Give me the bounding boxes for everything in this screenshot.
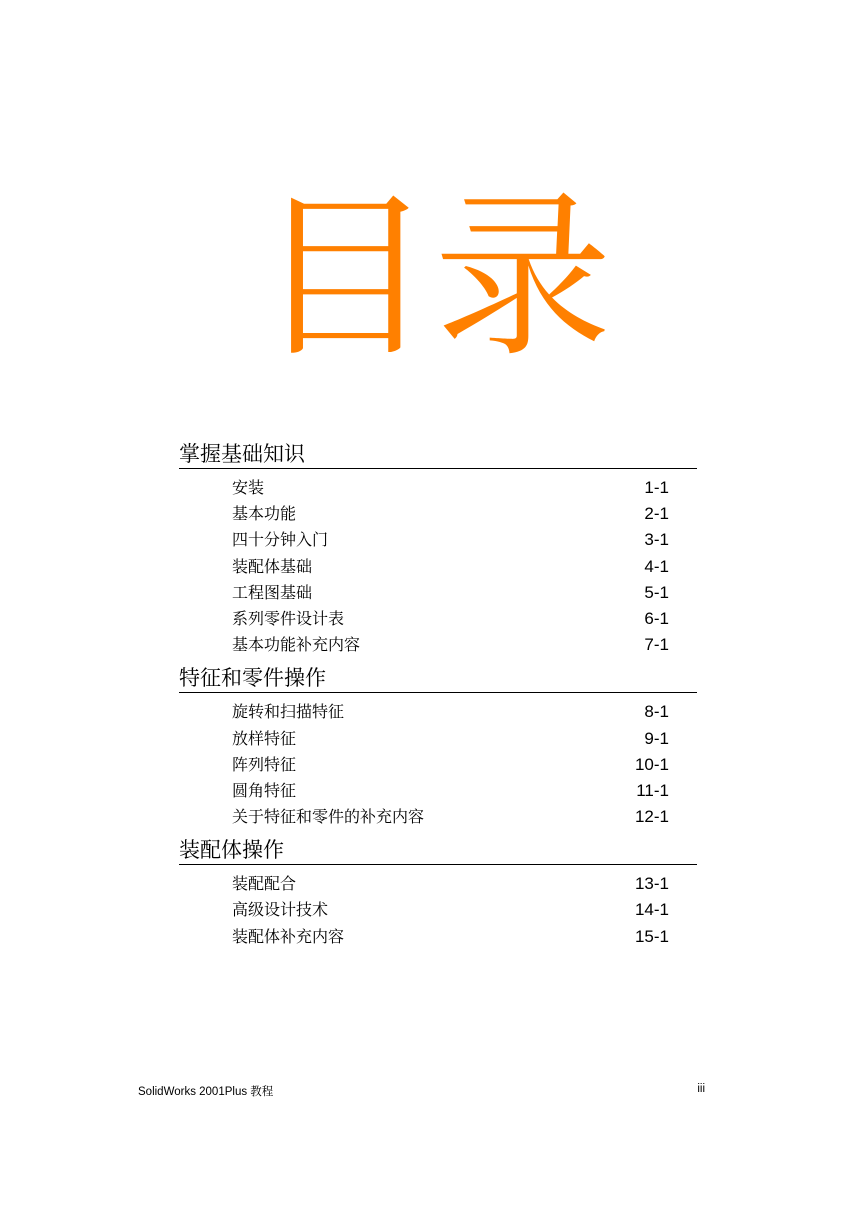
toc-entry[interactable]	[179, 501, 669, 527]
entry-label: 四十分钟入门	[232, 530, 329, 550]
entry-page: 14-1	[634, 900, 669, 920]
toc-section	[179, 440, 699, 658]
toc-section	[179, 664, 699, 830]
toc-entry[interactable]	[179, 897, 669, 923]
entry-page: 15-1	[634, 926, 669, 946]
entry-label: 装配体补充内容	[232, 926, 345, 946]
toc-entry[interactable]	[179, 606, 669, 632]
entry-label: 关于特征和零件的补充内容	[232, 807, 425, 827]
toc-entry[interactable]	[179, 527, 669, 553]
section-heading: 掌握基础知识	[179, 440, 697, 469]
entry-page: 2-1	[644, 504, 669, 524]
entry-label: 装配配合	[232, 874, 297, 894]
entry-label: 基本功能补充内容	[232, 635, 361, 655]
entry-label: 系列零件设计表	[232, 608, 345, 628]
entry-page: 5-1	[644, 582, 669, 602]
footer-book-title: SolidWorks 2001Plus 教程	[138, 1086, 274, 1098]
toc-entry[interactable]	[179, 752, 669, 778]
toc-entry[interactable]	[179, 475, 669, 501]
entry-page: 10-1	[634, 754, 669, 774]
section-heading: 特征和零件操作	[179, 664, 697, 693]
page-title: 目录	[256, 174, 612, 381]
toc-entry[interactable]	[179, 871, 669, 897]
entry-page: 11-1	[636, 780, 669, 800]
section-heading: 装配体操作	[179, 836, 697, 865]
entry-label: 阵列特征	[232, 754, 297, 774]
entry-page: 3-1	[644, 530, 669, 550]
entry-page: 8-1	[644, 702, 669, 722]
toc-entry[interactable]	[179, 778, 669, 804]
toc-entry[interactable]	[179, 580, 669, 606]
toc-entry[interactable]	[179, 804, 669, 830]
entry-page: 12-1	[634, 807, 669, 827]
entry-page: 1-1	[644, 478, 669, 497]
entry-label: 装配体基础	[232, 556, 313, 576]
entry-label: 安装	[232, 478, 265, 497]
toc-entry[interactable]	[179, 554, 669, 580]
entry-label: 高级设计技术	[232, 900, 329, 920]
entry-page: 9-1	[644, 728, 669, 748]
entry-label: 工程图基础	[232, 582, 313, 602]
entry-page: 6-1	[644, 608, 669, 628]
toc-entry[interactable]	[179, 632, 669, 658]
entry-page: 13-1	[634, 874, 669, 894]
toc-section	[179, 836, 699, 950]
entry-label: 基本功能	[232, 504, 297, 524]
entry-label: 旋转和扫描特征	[232, 702, 345, 722]
entry-label: 放样特征	[232, 728, 297, 748]
entry-page: 4-1	[644, 556, 669, 576]
footer-page-number: iii	[697, 1083, 705, 1095]
toc-entry[interactable]	[179, 726, 669, 752]
entry-label: 圆角特征	[232, 780, 297, 800]
entry-page: 7-1	[644, 635, 669, 655]
toc-entry[interactable]	[179, 924, 669, 950]
toc-entry[interactable]	[179, 699, 669, 725]
table-of-contents	[179, 440, 699, 956]
